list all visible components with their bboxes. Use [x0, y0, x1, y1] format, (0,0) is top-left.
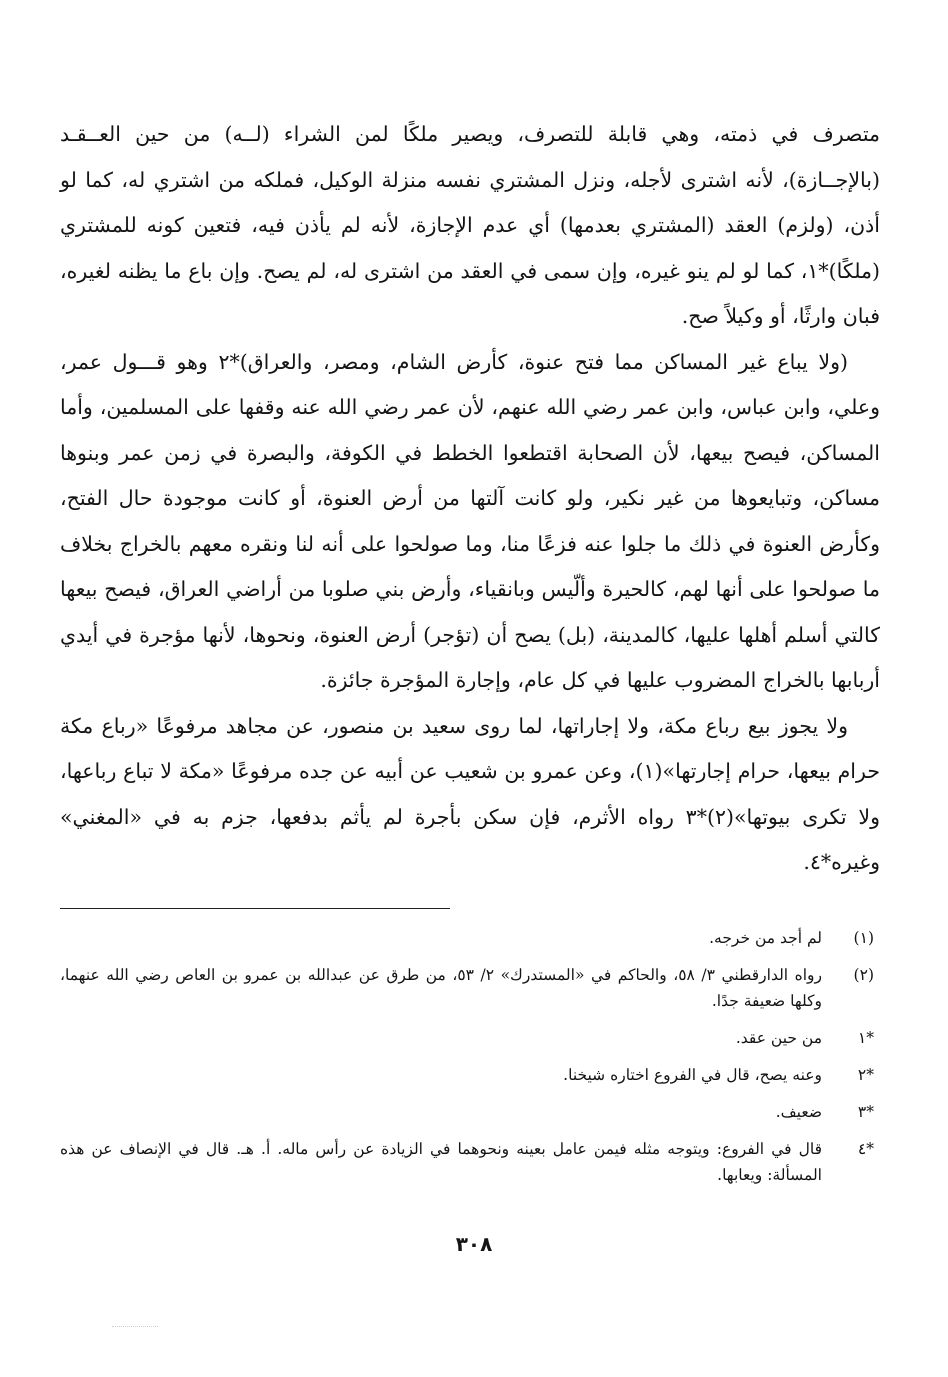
footnote-marker: *٣: [857, 1102, 874, 1121]
page-number: ٣٠٨: [455, 1232, 493, 1256]
paragraph-1: متصرف في ذمته، وهي قابلة للتصرف، ويصير ملكًا لمن الشراء (لــه) من حين العــقـد (بالإجــازة)، لأنه اشترى لأجله، ونزل المشتري نفسه منزلة الوكيل، فملكه من اشتري له، كما لو أذن، (ولزم) العقد (المشتري بعدمها) أي عدم الإجازة، لأنه لم يأذن فيه، فتعين كونه للمشتري (ملكًا)*١، كما لو لم ينو غيره، وإن سمى في العقد من اشترى له، لم يصح. وإن باع ما يظنه لغيره، فبان وارثًا، أو وكيلاً صح.: [60, 122, 880, 328]
footnote-text: لم أجد من خرجه.: [709, 928, 822, 947]
document-page: [60, 112, 880, 1199]
footnote-marker: *٢: [857, 1065, 874, 1084]
footnote-marker: *٤: [857, 1139, 874, 1158]
paragraph-3: ولا يجوز بيع رباع مكة، ولا إجاراتها، لما روى سعيد بن منصور، عن مجاهد مرفوعًا «رباع مكة حرام بيعها، حرام إجارتها»(١)، وعن عمرو بن شعيب عن أبيه عن جده مرفوعًا «مكة لا تباع رباعها، ولا تكرى بيوتها»(٢)*٣ رواه الأثرم، فإن سكن بأجرة لم يأثم بدفعها، جزم به في «المغني» وغيره*٤.: [60, 713, 880, 874]
footnote-text: رواه الدارقطني ٣/ ٥٨، والحاكم في «المستدرك» ٢/ ٥٣، من طرق عن عبدالله بن عمرو بن العاص رضي الله عنهما، وكلها ضعيفة جدًا.: [60, 965, 823, 1010]
footnotes: [60, 925, 880, 1188]
footnote-text: ضعيف.: [775, 1102, 822, 1121]
footnote-separator: [60, 908, 450, 909]
scan-artifact: [112, 1326, 158, 1327]
footnote: [60, 1025, 880, 1051]
footnote-separator-wrap: [60, 908, 880, 909]
footnote: [60, 925, 880, 951]
footnote-marker: (١): [853, 928, 874, 947]
paragraph-2: (ولا يباع غير المساكن مما فتح عنوة، كأرض الشام، ومصر، والعراق)*٢ وهو قـــول عمر، وعلي، وابن عباس، وابن عمر رضي الله عنهم، لأن عمر رضي الله عنه وقفها على المسلمين، وأما المساكن، فيصح بيعها، لأن الصحابة اقتطعوا الخطط في الكوفة، والبصرة في زمن عمر وبنوها مساكن، وتبايعوها من غير نكير، ولو كانت آلتها من أرض العنوة، أو كانت موجودة حال الفتح، وكأرض العنوة في ذلك ما جلوا عنه فزعًا منا، وما صولحوا على أنه لنا ونقره معهم بالخراج بخلاف ما صولحوا على أنها لهم، كالحيرة وألّيس وبانقياء، وأرض بني صلوبا من أراضي العراق، فيصح بيعها كالتي أسلم أهلها عليها، كالمدينة، (بل) يصح أن (تؤجر) أرض العنوة، ونحوها، لأنها مؤجرة في أيدي أربابها بالخراج المضروب عليها في كل عام، وإجارة المؤجرة جائزة.: [60, 349, 880, 692]
footnote: [60, 962, 880, 1014]
footnote-text: من حين عقد.: [735, 1028, 822, 1047]
main-text: [60, 112, 880, 886]
footnote: [60, 1136, 880, 1188]
footnote: [60, 1099, 880, 1125]
footnote: [60, 1062, 880, 1088]
footnote-marker: *١: [857, 1028, 874, 1047]
footnote-marker: (٢): [853, 965, 874, 984]
footnote-text: وعنه يصح، قال في الفروع اختاره شيخنا.: [563, 1065, 822, 1084]
footnote-text: قال في الفروع: ويتوجه مثله فيمن عامل بعينه ونحوهما في الزيادة عن رأس ماله. أ. هـ. قال في الإنصاف عن هذه المسألة: ويعابها.: [60, 1139, 822, 1184]
